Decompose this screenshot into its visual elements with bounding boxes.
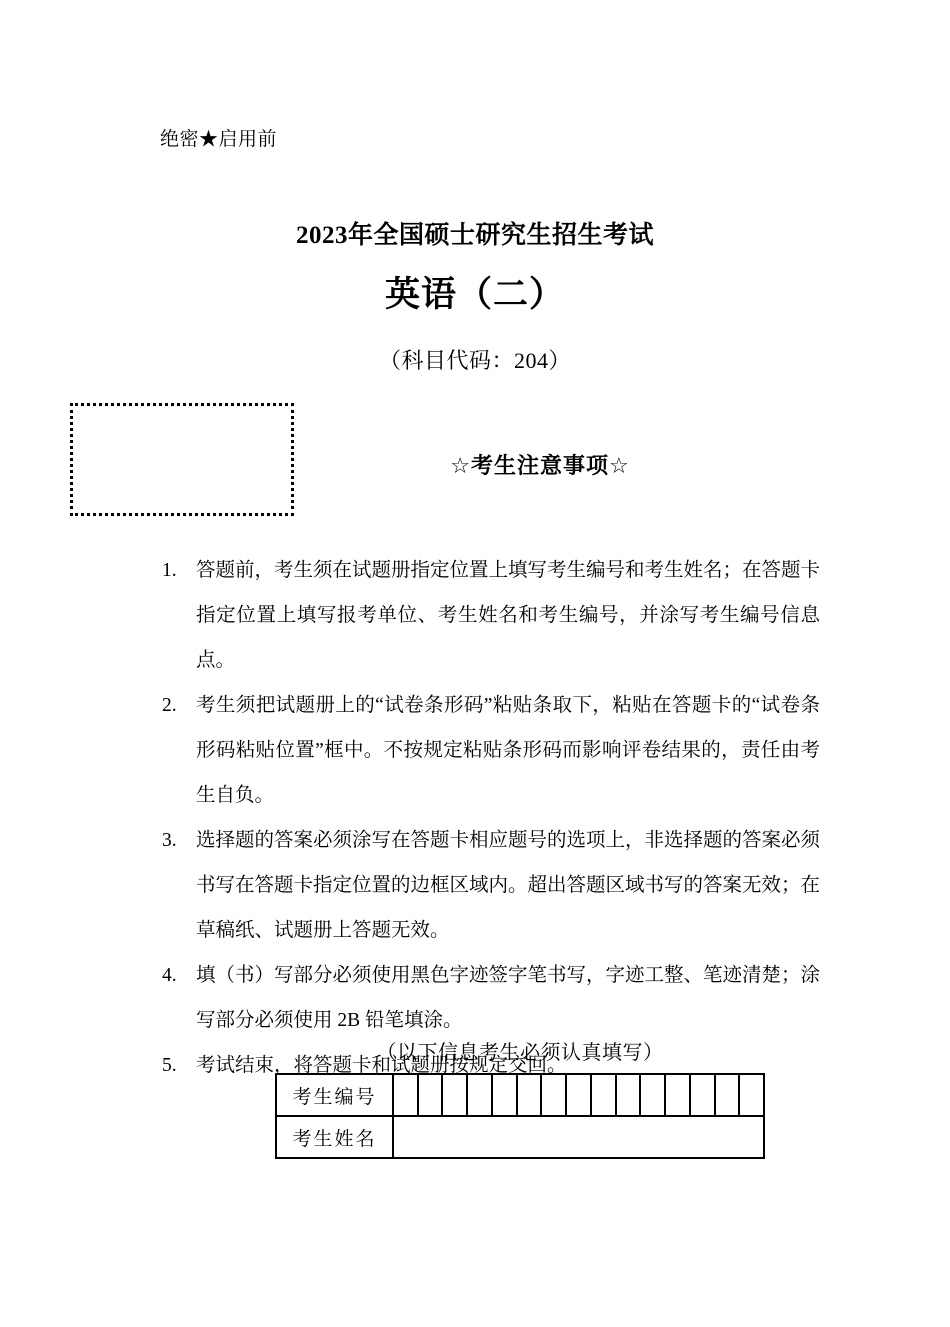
candidate-number-digit-cell[interactable] — [518, 1075, 543, 1115]
notice-number: 3. — [162, 830, 177, 851]
notice-number: 2. — [162, 695, 177, 716]
exam-title: 2023年全国硕士研究生招生考试 — [295, 222, 654, 249]
table-row — [276, 1074, 764, 1116]
candidate-number-digit-cell[interactable] — [666, 1075, 691, 1115]
notice-text: 填（书）写部分必须使用黑色字迹签字笔书写，字迹工整、笔迹清楚；涂写部分必须使用 2B 铅笔填涂。 — [196, 965, 821, 1031]
notice-item — [160, 818, 820, 953]
candidate-number-digit-cell[interactable] — [592, 1075, 617, 1115]
notice-item — [160, 683, 820, 818]
candidate-number-digit-cell[interactable] — [740, 1075, 763, 1115]
candidate-number-digit-grid[interactable] — [394, 1075, 763, 1115]
candidate-number-digit-cell[interactable] — [394, 1075, 419, 1115]
notice-number: 4. — [162, 965, 177, 986]
candidate-name-label: 考生姓名 — [276, 1116, 393, 1158]
notice-text: 考试结束，将答题卡和试题册按规定交回。 — [196, 1055, 567, 1076]
secrecy-notice: 绝密★启用前 — [160, 129, 278, 150]
candidate-number-digit-cell[interactable] — [641, 1075, 666, 1115]
notice-number: 1. — [162, 560, 177, 581]
table-row — [276, 1116, 764, 1158]
candidate-number-digit-cell[interactable] — [468, 1075, 493, 1115]
candidate-notice-heading: ☆考生注意事项☆ — [450, 453, 630, 478]
notice-item — [160, 953, 820, 1043]
notice-text: 选择题的答案必须涂写在答题卡相应题号的选项上，非选择题的答案必须书写在答题卡指定位置的边框区域内。超出答题区域书写的答案无效；在草稿纸、试题册上答题无效。 — [196, 830, 821, 941]
notice-text: 考生须把试题册上的“试卷条形码”粘贴条取下，粘贴在答题卡的“试卷条形码粘贴位置”框中。不按规定粘贴条形码而影响评卷结果的，责任由考生自负。 — [196, 695, 820, 806]
info-section-caption: （以下信息考生必须认真填写） — [376, 1042, 664, 1064]
subject-title: 英语（二） — [384, 275, 565, 314]
candidate-info-table — [275, 1073, 765, 1159]
candidate-number-digit-cell[interactable] — [443, 1075, 468, 1115]
candidate-number-field[interactable] — [393, 1074, 764, 1116]
candidate-number-digit-cell[interactable] — [617, 1075, 642, 1115]
candidate-number-label: 考生编号 — [276, 1074, 393, 1116]
candidate-notice-list — [160, 548, 820, 1088]
notice-text: 答题前，考生须在试题册指定位置上填写考生编号和考生姓名；在答题卡指定位置上填写报考单位、考生姓名和考生编号，并涂写考生编号信息点。 — [196, 560, 821, 671]
barcode-paste-box[interactable] — [70, 403, 294, 516]
notice-number: 5. — [162, 1055, 177, 1076]
candidate-name-field[interactable] — [393, 1116, 764, 1158]
candidate-number-digit-cell[interactable] — [691, 1075, 716, 1115]
candidate-number-digit-cell[interactable] — [493, 1075, 518, 1115]
candidate-number-digit-cell[interactable] — [716, 1075, 741, 1115]
candidate-number-digit-cell[interactable] — [567, 1075, 592, 1115]
candidate-number-digit-cell[interactable] — [419, 1075, 444, 1115]
notice-item — [160, 548, 820, 683]
subject-code: （科目代码：204） — [378, 348, 571, 373]
candidate-number-digit-cell[interactable] — [542, 1075, 567, 1115]
